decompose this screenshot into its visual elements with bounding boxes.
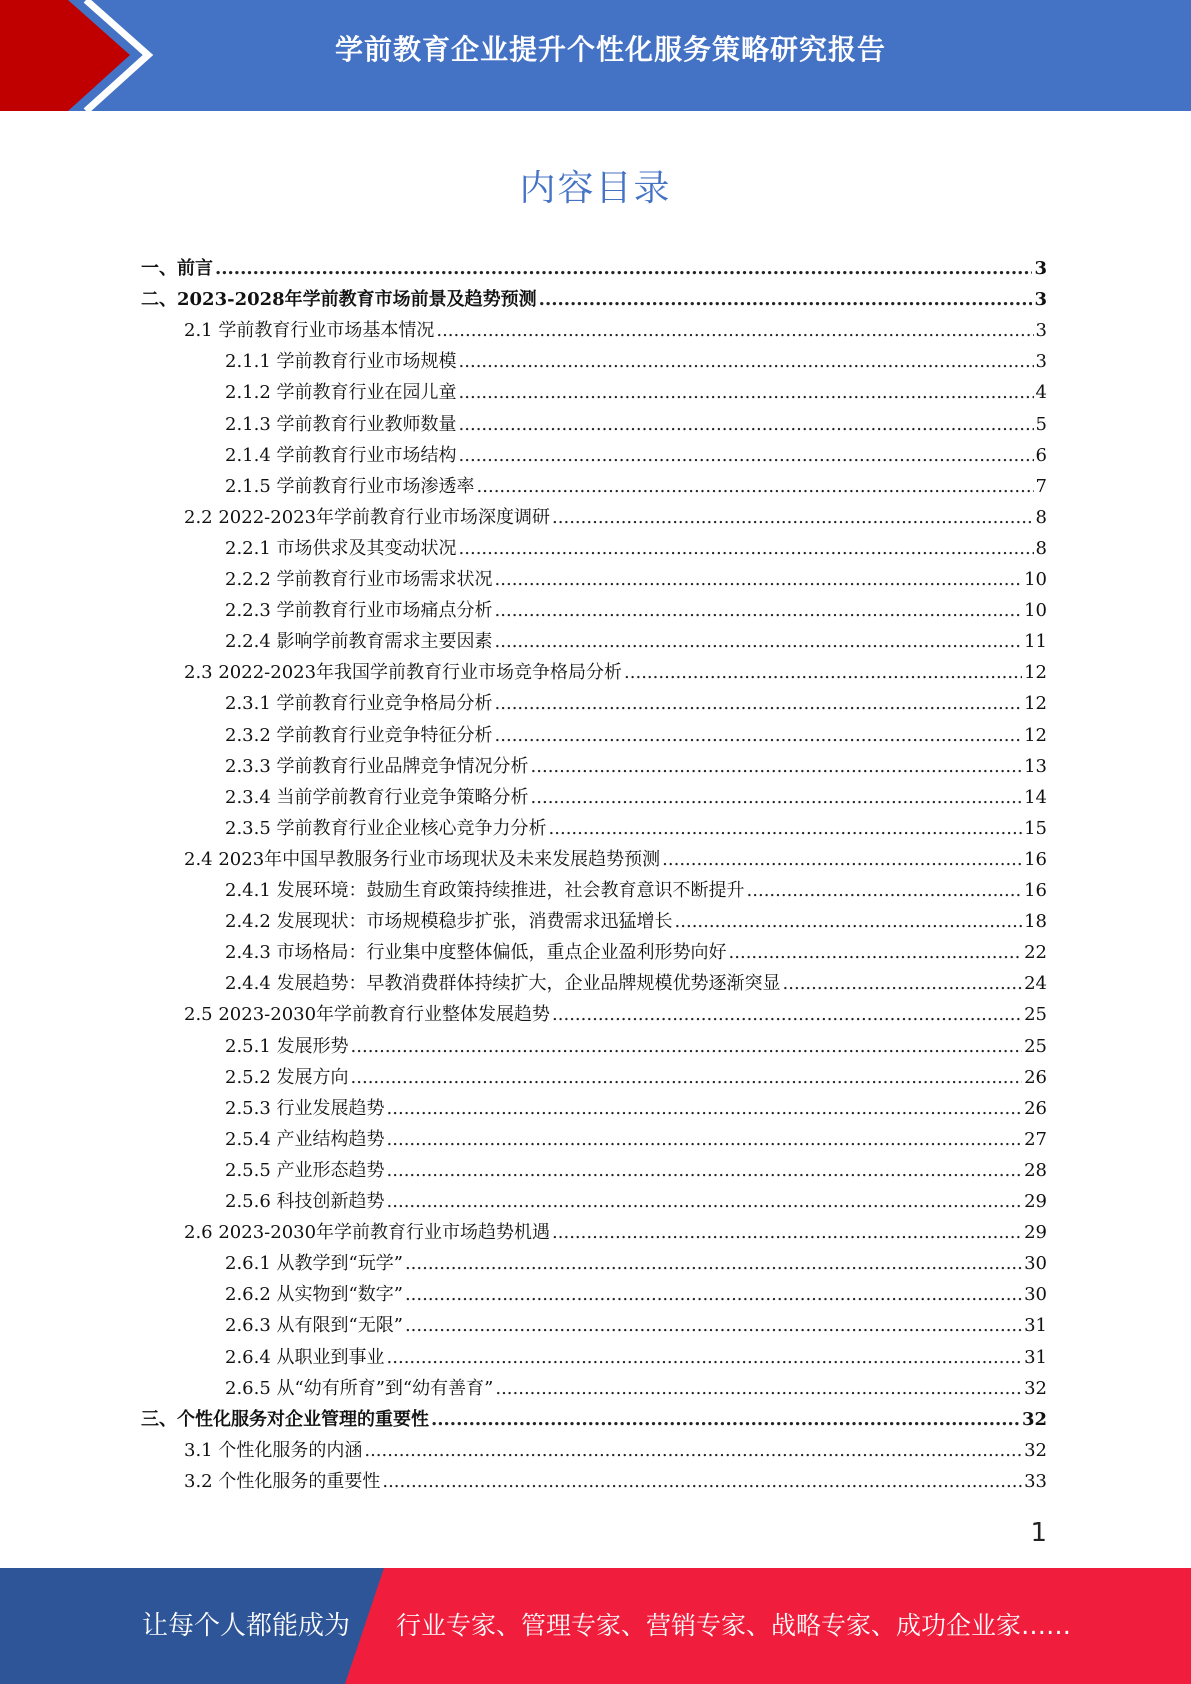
toc-entry-page: 33 (1024, 1470, 1047, 1492)
toc-entry[interactable] (225, 968, 1047, 999)
toc-entry[interactable] (225, 533, 1047, 564)
toc-dot-leader (552, 502, 1034, 533)
toc-entry-title: 2.3.4 当前学前教育行业竞争策略分析 (225, 786, 529, 808)
toc-entry-title: 2.5 2023-2030年学前教育行业整体发展趋势 (184, 1004, 551, 1026)
toc-entry-title: 2.1.2 学前教育行业在园儿童 (225, 382, 457, 404)
toc-entry[interactable] (184, 1217, 1047, 1248)
toc-entry-title: 2.4.4 发展趋势：早教消费群体持续扩大，企业品牌规模优势逐渐突显 (225, 973, 781, 995)
toc-entry[interactable] (225, 1093, 1047, 1124)
toc-dot-leader (459, 533, 1034, 564)
toc-entry-title: 2.3.5 学前教育行业企业核心竞争力分析 (225, 817, 547, 839)
toc-entry-title: 二、2023-2028年学前教育市场前景及趋势预测 (141, 289, 537, 311)
toc-entry[interactable] (141, 1404, 1047, 1435)
toc-entry-title: 2.1.1 学前教育行业市场规模 (225, 351, 457, 373)
toc-entry-title: 三、个性化服务对企业管理的重要性 (141, 1408, 429, 1430)
toc-entry-page: 27 (1024, 1128, 1047, 1150)
toc-dot-leader (495, 720, 1023, 751)
footer-slogan-left: 让每个人都能成为 (142, 1611, 351, 1641)
toc-entry[interactable] (225, 1248, 1047, 1279)
toc-dot-leader (387, 1342, 1023, 1373)
toc-entry[interactable] (184, 1466, 1047, 1497)
toc-entry-page: 11 (1024, 631, 1047, 653)
toc-dot-leader (531, 751, 1023, 782)
toc-entry-title: 2.1.3 学前教育行业教师数量 (225, 413, 457, 435)
toc-entry-title: 2.2.1 市场供求及其变动状况 (225, 537, 457, 559)
toc-entry-page: 6 (1035, 444, 1047, 466)
toc-entry-page: 3 (1035, 351, 1047, 373)
toc-entry[interactable] (225, 782, 1047, 813)
toc-entry[interactable] (184, 315, 1047, 346)
toc-entry[interactable] (225, 1342, 1047, 1373)
toc-entry[interactable] (225, 409, 1047, 440)
toc-entry-page: 15 (1024, 817, 1047, 839)
toc-dot-leader (459, 440, 1034, 471)
toc-entry-title: 2.2.4 影响学前教育需求主要因素 (225, 631, 493, 653)
toc-entry-title: 2.6.3 从有限到“无限” (225, 1315, 403, 1337)
toc-dot-leader (495, 595, 1023, 626)
toc-dot-leader (382, 1466, 1022, 1497)
toc-entry-page: 29 (1024, 1191, 1047, 1212)
toc-dot-leader (351, 1031, 1023, 1062)
toc-entry-page: 10 (1024, 600, 1047, 622)
toc-entry-page: 10 (1024, 569, 1047, 590)
toc-dot-leader (495, 688, 1023, 719)
toc-entry[interactable] (225, 906, 1047, 937)
toc-entry[interactable] (225, 626, 1047, 657)
page-header (0, 0, 1191, 111)
toc-entry-page: 12 (1024, 724, 1047, 746)
toc-entry-page: 8 (1035, 537, 1047, 559)
toc-entry-page: 26 (1024, 1066, 1047, 1088)
toc-entry-page: 24 (1024, 973, 1047, 995)
toc-entry[interactable] (225, 1373, 1047, 1404)
footer-slogan-right: 行业专家、管理专家、营销专家、战略专家、成功企业家…… (396, 1611, 1072, 1640)
toc-entry-title: 2.6.2 从实物到“数字” (225, 1284, 403, 1306)
toc-entry[interactable] (225, 377, 1047, 408)
toc-entry-page: 26 (1024, 1097, 1047, 1119)
toc-dot-leader (747, 875, 1023, 906)
toc-dot-leader (387, 1155, 1023, 1186)
toc-entry-title: 2.4.1 发展环境：鼓励生育政策持续推进，社会教育意识不断提升 (225, 880, 745, 901)
toc-entry[interactable] (225, 1310, 1047, 1341)
toc-entry-title: 2.5.2 发展方向 (225, 1066, 349, 1088)
toc-entry[interactable] (141, 253, 1047, 284)
toc-entry[interactable] (225, 751, 1047, 782)
toc-entry-page: 31 (1024, 1346, 1047, 1368)
toc-entry-page: 7 (1035, 475, 1047, 497)
toc-entry[interactable] (225, 813, 1047, 844)
report-title: 学前教育企业提升个性化服务策略研究报告 (334, 33, 886, 66)
toc-entry-page: 29 (1024, 1222, 1047, 1244)
toc-entry-page: 3 (1034, 258, 1047, 279)
toc-entry[interactable] (225, 471, 1047, 502)
page-number: 1 (1030, 1518, 1047, 1548)
toc-entry-title: 2.4 2023年中国早教服务行业市场现状及未来发展趋势预测 (184, 848, 661, 870)
toc-entry-title: 2.1.5 学前教育行业市场渗透率 (225, 475, 475, 497)
toc-entry-title: 2.6.4 从职业到事业 (225, 1346, 385, 1368)
toc-entry[interactable] (184, 999, 1047, 1030)
toc-entry-page: 8 (1035, 506, 1047, 528)
toc-dot-leader (459, 346, 1034, 377)
toc-entry-page: 12 (1024, 662, 1047, 684)
toc-entry[interactable] (225, 440, 1047, 471)
toc-dot-leader (495, 564, 1023, 595)
toc-entry-page: 28 (1024, 1159, 1047, 1181)
toc-entry-page: 5 (1035, 413, 1047, 435)
toc-entry[interactable] (184, 1435, 1047, 1466)
toc-dot-leader (783, 968, 1023, 999)
toc-entry-title: 2.5.1 发展形势 (225, 1035, 349, 1057)
toc-entry-title: 2.3 2022-2023年我国学前教育行业市场竞争格局分析 (184, 662, 623, 684)
toc-entry-title: 2.2.3 学前教育行业市场痛点分析 (225, 600, 493, 622)
toc-dot-leader (675, 906, 1023, 937)
toc-entry-page: 4 (1035, 382, 1047, 404)
toc-entry[interactable] (225, 720, 1047, 751)
toc-entry[interactable] (184, 844, 1047, 875)
toc-entry-title: 2.5.3 行业发展趋势 (225, 1097, 385, 1119)
toc-dot-leader (459, 377, 1034, 408)
toc-entry-title: 2.3.2 学前教育行业竞争特征分析 (225, 724, 493, 746)
toc-entry-page: 12 (1024, 693, 1047, 715)
toc-entry-page: 18 (1024, 911, 1047, 933)
toc-entry-title: 2.6 2023-2030年学前教育行业市场趋势机遇 (184, 1222, 551, 1244)
toc-entry-title: 2.4.2 发展现状：市场规模稳步扩张，消费需求迅猛增长 (225, 911, 673, 933)
toc-entry[interactable] (225, 688, 1047, 719)
toc-entry-page: 16 (1024, 848, 1047, 870)
toc-dot-leader (405, 1310, 1022, 1341)
toc-entry-page: 25 (1024, 1004, 1047, 1026)
toc-entry-title: 2.1 学前教育行业市场基本情况 (184, 320, 435, 342)
toc-entry-title: 2.6.1 从教学到“玩学” (225, 1253, 403, 1275)
toc-dot-leader (539, 284, 1033, 315)
toc-dot-leader (477, 471, 1034, 502)
toc-dot-leader (495, 1373, 1022, 1404)
page-footer (0, 1568, 1191, 1684)
toc-entry-title: 2.4.3 市场格局：行业集中度整体偏低，重点企业盈利形势向好 (225, 942, 727, 964)
toc-dot-leader (624, 657, 1022, 688)
toc-entry[interactable] (225, 595, 1047, 626)
toc-dot-leader (531, 782, 1023, 813)
toc-entry[interactable] (225, 875, 1047, 906)
toc-entry-page: 31 (1024, 1315, 1047, 1337)
toc-dot-leader (549, 813, 1023, 844)
toc-entry-title: 3.1 个性化服务的内涵 (184, 1439, 363, 1461)
toc-entry-title: 2.3.3 学前教育行业品牌竞争情况分析 (225, 755, 529, 777)
toc-entry[interactable] (184, 657, 1047, 688)
toc-entry-page: 32 (1024, 1439, 1047, 1461)
toc-entry-page: 25 (1024, 1035, 1047, 1057)
toc-entry-page: 14 (1024, 786, 1047, 808)
toc-entry[interactable] (225, 564, 1047, 595)
toc-dot-leader (729, 937, 1023, 968)
toc-entry[interactable] (141, 284, 1047, 315)
toc-entry-title: 2.5.6 科技创新趋势 (225, 1191, 385, 1212)
toc-entry-title: 一、前言 (141, 258, 213, 279)
toc-dot-leader (495, 626, 1023, 657)
toc-dot-leader (387, 1093, 1023, 1124)
toc-entry-page: 32 (1021, 1408, 1047, 1430)
toc-dot-leader (405, 1279, 1022, 1310)
toc-entry-page: 22 (1024, 942, 1047, 964)
toc-dot-leader (552, 1217, 1022, 1248)
toc-dot-leader (387, 1186, 1023, 1217)
toc-entry-title: 2.5.5 产业形态趋势 (225, 1159, 385, 1181)
toc-dot-leader (436, 315, 1033, 346)
toc-entry-title: 2.2.2 学前教育行业市场需求状况 (225, 569, 493, 590)
toc-dot-leader (405, 1248, 1022, 1279)
toc-entry[interactable] (225, 937, 1047, 968)
toc-entry-title: 3.2 个性化服务的重要性 (184, 1470, 381, 1492)
toc-entry-page: 30 (1024, 1284, 1047, 1306)
toc-entry[interactable] (225, 1279, 1047, 1310)
toc-entry-title: 2.1.4 学前教育行业市场结构 (225, 444, 457, 466)
toc-entry-page: 30 (1024, 1253, 1047, 1275)
toc-heading: 内容目录 (519, 168, 672, 209)
toc-entry[interactable] (225, 1031, 1047, 1062)
toc-dot-leader (364, 1435, 1022, 1466)
toc-entry[interactable] (225, 1062, 1047, 1093)
toc-entry-page: 3 (1035, 320, 1047, 342)
toc-dot-leader (662, 844, 1022, 875)
toc-dot-leader (552, 999, 1022, 1030)
toc-entry-page: 32 (1024, 1377, 1047, 1399)
toc-entry-title: 2.5.4 产业结构趋势 (225, 1128, 385, 1150)
toc-entry[interactable] (184, 502, 1047, 533)
toc-dot-leader (351, 1062, 1023, 1093)
toc-entry-title: 2.2 2022-2023年学前教育行业市场深度调研 (184, 506, 551, 528)
toc-entry[interactable] (225, 346, 1047, 377)
toc-dot-leader (387, 1124, 1023, 1155)
toc-dot-leader (215, 253, 1032, 284)
toc-entry-page: 16 (1024, 880, 1047, 901)
toc-entry-page: 3 (1034, 289, 1047, 311)
toc-dot-leader (431, 1404, 1020, 1435)
toc-entry[interactable] (225, 1155, 1047, 1186)
toc-entry[interactable] (225, 1124, 1047, 1155)
toc-entry-title: 2.6.5 从“幼有所育”到“幼有善育” (225, 1377, 494, 1399)
toc-entry-page: 13 (1024, 755, 1047, 777)
toc-entry-title: 2.3.1 学前教育行业竞争格局分析 (225, 693, 493, 715)
toc-dot-leader (459, 409, 1034, 440)
toc-entry[interactable] (225, 1186, 1047, 1217)
